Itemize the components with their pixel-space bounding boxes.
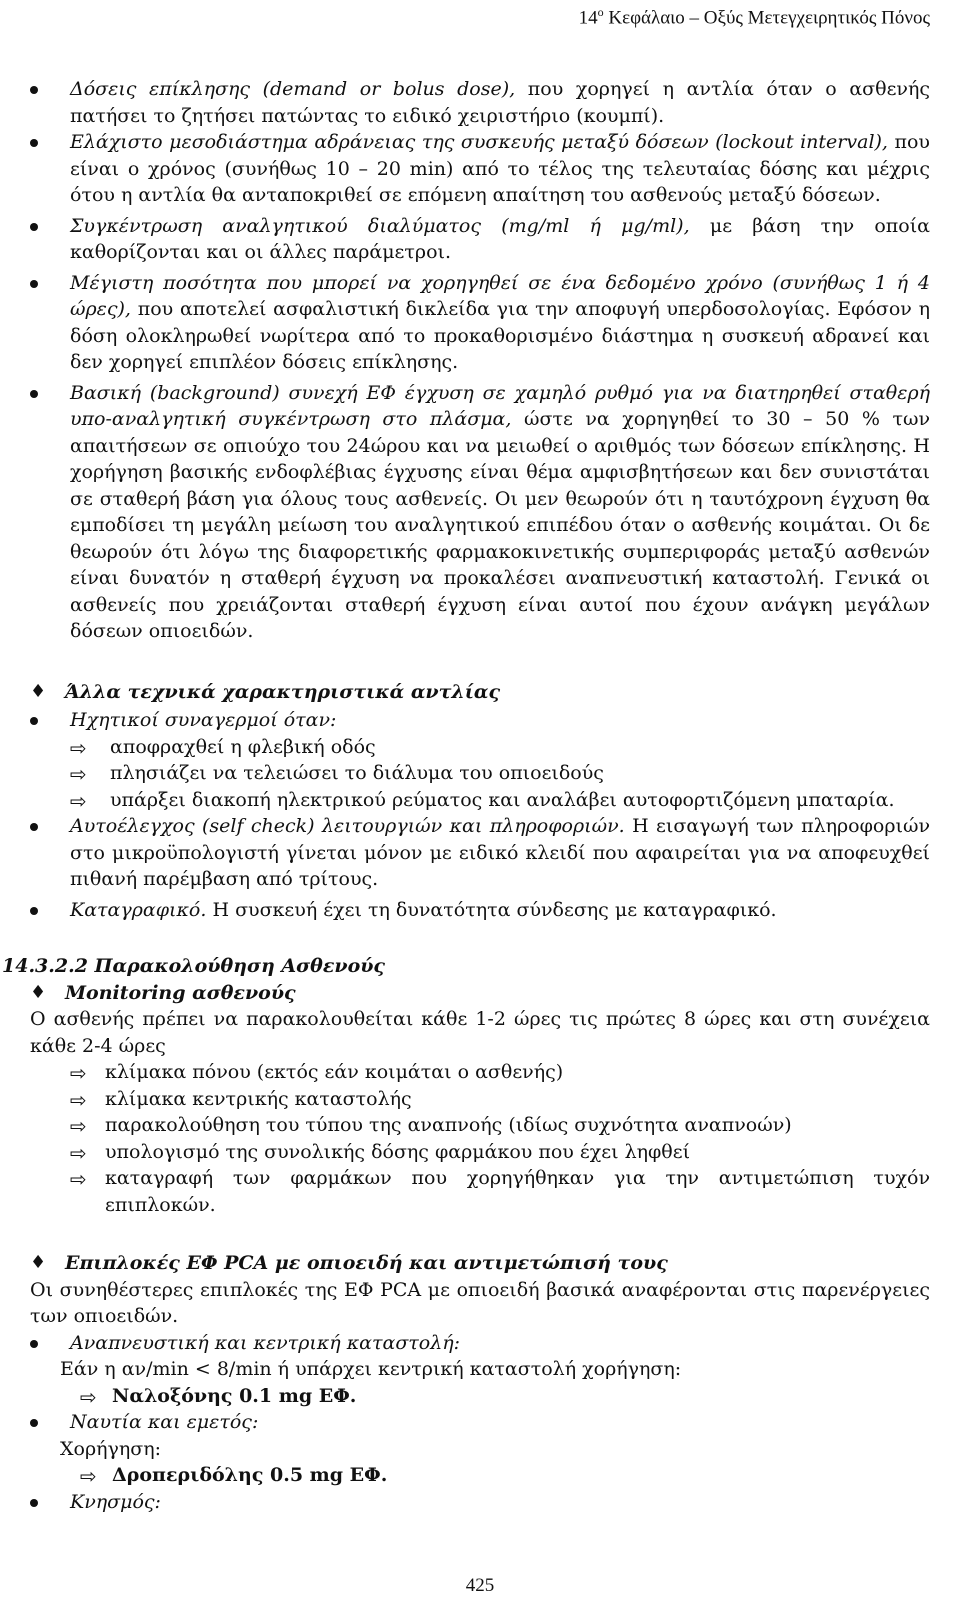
nausea-condition: Χορήγηση: — [60, 1437, 162, 1460]
bullet-alarms — [30, 707, 930, 734]
bullet-icon — [30, 139, 38, 147]
arrow-icon: ⇨ — [70, 1087, 87, 1112]
bullet-term: Ναυτία και εμετός: — [70, 1411, 259, 1433]
bullet-icon — [30, 907, 38, 915]
monitoring-item — [30, 1165, 930, 1218]
bullet-term: Ηχητικοί συναγερμοί όταν: — [70, 709, 337, 731]
alarm-item — [30, 734, 930, 761]
arrow-icon: ⇨ — [70, 1167, 87, 1191]
bullet-respiratory — [30, 1330, 930, 1357]
bullet-text: Η συσκευή έχει τη δυνατότητα σύνδεσης με καταγραφικό. — [206, 898, 777, 921]
bullet-self-check — [30, 813, 930, 893]
respiratory-treatment — [30, 1383, 930, 1410]
arrow-icon: ⇨ — [70, 1061, 87, 1085]
monitoring-item — [30, 1059, 930, 1086]
bullet-itch — [30, 1489, 930, 1516]
bullet-term: Δόσεις επίκλησης (demand or bolus dose), — [70, 78, 516, 100]
bullet-icon — [30, 223, 38, 231]
bullet-lockout — [30, 129, 930, 209]
respiratory-condition: Εάν η αν/min < 8/min ή υπάρχει κεντρική καταστολή χορήγηση: — [60, 1358, 682, 1380]
bullet-term: Αναπνευστική και κεντρική καταστολή: — [70, 1331, 461, 1354]
bullet-term: Βασική (background) συνεχή ΕΦ έγχυση σε χαμηλό ρυθμό για να διατηρηθεί σταθερή υπο-αναλγητική συγκέντρωση στο πλάσμα, — [70, 381, 930, 430]
arrow-icon: ⇨ — [80, 1464, 97, 1488]
bullet-text: Η εισαγωγή των πληροφοριών στο μικροϋπολογιστή γίνεται μόνον με ειδικό κλειδί που αφαιρείται για να αποφευχθεί πιθανή παρέμβαση από τρίτους. — [70, 815, 931, 890]
diamond-icon: ♦ — [30, 1252, 47, 1273]
bullet-icon — [30, 1340, 38, 1348]
chapter-number: 14 — [578, 7, 598, 29]
bullet-background-infusion — [30, 380, 930, 645]
page-body — [2, 70, 931, 1515]
other-features-heading — [30, 679, 930, 706]
bullet-term: Αυτοέλεγχος (self check) λειτουργιών και πληροφοριών. — [70, 815, 625, 837]
heading-text: Επιπλοκές ΕΦ PCA με οπιοειδή και αντιμετώπισή τους — [65, 1252, 668, 1274]
bullet-icon — [30, 390, 38, 398]
bullet-icon — [30, 823, 38, 831]
monitoring-item — [30, 1112, 930, 1139]
monitoring-text: κλίμακα πόνου (εκτός εάν κοιμάται ο ασθενής) — [105, 1061, 564, 1083]
bullet-term: Ελάχιστο μεσοδιάστημα αδράνειας της συσκευής μεταξύ δόσεων (lockout interval), — [70, 131, 888, 153]
arrow-icon: ⇨ — [70, 735, 87, 760]
alarm-item — [30, 760, 930, 787]
bullet-icon — [30, 1419, 38, 1427]
monitoring-heading — [30, 980, 930, 1007]
page-number: 425 — [465, 1575, 495, 1596]
diamond-icon: ♦ — [30, 981, 47, 1003]
alarm-text: πλησιάζει να τελειώσει το διάλυμα του οπιοειδούς — [110, 762, 604, 784]
complications-heading — [30, 1250, 930, 1277]
bullet-term: Συγκέντρωση αναλγητικού διαλύματος (mg/ml ή μg/ml), — [70, 214, 690, 237]
bullet-nausea — [30, 1409, 930, 1436]
bullet-term: Μέγιστη ποσότητα που μπορεί να χορηγηθεί σε ένα δεδομένο χρόνο (συνήθως 1 ή 4 ώρες), — [70, 271, 930, 320]
diamond-icon: ♦ — [30, 680, 47, 702]
bullet-recorder — [30, 897, 930, 924]
bullet-text: που είναι ο χρόνος (συνήθως 10 – 20 min) από το τέλος της τελευταίας δόσης και μέχρις ότου η αντλία θα ανταποκριθεί σε επόμενη απαίτηση του ασθενούς μεταξύ δόσεων. — [70, 131, 930, 206]
bullet-text: που αποτελεί ασφαλιστική δικλείδα για την αποφυγή υπερδοσολογίας. Εφόσον η δόση ολοκληρωθεί νωρίτερα από το προκαθορισμένο διάστημα η συσκευή αδρανεί και δεν χορηγεί επιπλέον δόσεις επίκλησης. — [70, 298, 930, 373]
bullet-icon — [30, 280, 38, 288]
nausea-treatment — [30, 1462, 930, 1489]
chapter-ordinal: ο — [597, 5, 604, 19]
bullet-icon — [30, 717, 38, 725]
treatment-text: Ναλοξόνης 0.1 mg ΕΦ. — [112, 1384, 357, 1407]
monitoring-text: κλίμακα κεντρικής καταστολής — [105, 1087, 412, 1110]
bullet-text: που χορηγεί η αντλία όταν ο ασθενής πατήσει το ζητήσει πατώντας το ειδικό χειριστήριο (κουμπί). — [70, 78, 930, 127]
heading-text: Monitoring ασθενούς — [65, 981, 296, 1004]
treatment-text: Δροπεριδόλης 0.5 mg ΕΦ. — [112, 1464, 388, 1486]
arrow-icon: ⇨ — [70, 1140, 87, 1165]
monitoring-item — [30, 1139, 930, 1166]
arrow-icon: ⇨ — [70, 788, 87, 813]
monitoring-item — [30, 1086, 930, 1113]
arrow-icon: ⇨ — [70, 1114, 87, 1138]
page-header — [579, 5, 930, 29]
monitoring-text: παρακολούθηση του τύπου της αναπνοής (ιδίως συχνότητα αναπνοών) — [105, 1114, 792, 1136]
bullet-term: Κνησμός: — [70, 1490, 161, 1513]
bullet-text: ώστε να χορηγηθεί το 30 – 50 % των απαιτήσεων σε οπιούχο του 24ώρου και να μειωθεί ο αριθμός των δόσεων επίκλησης. Η χορήγηση βασικής ενδοφλέβιας έγχυσης είναι θέμα αμφισβητήσεων και δεν συνιστάται σε σταθερή βάση για όλους τους ασθενείς. Οι μεν θεωρούν ότι η ταυτόχρονη έγχυση θα εμποδίσει τη μεγάλη μείωση του αναλγητικού επιπέδου όταν ο ασθενής κοιμάται. Οι δε θεωρούν ότι λόγω της διαφορετικής φαρμακοκινετικής συμπεριφοράς μεταξύ ασθενών είναι δυνατόν η σταθερή έγχυση να προκαλέσει αναπνευστική καταστολή. Γενικά οι ασθενείς που χρειάζονται σταθερή έγχυση είναι αυτοί που έχουν ανάγκη μεγάλων δόσεων οπιοειδών. — [70, 408, 930, 642]
bullet-concentration — [30, 213, 930, 266]
complications-intro: Οι συνηθέστερες επιπλοκές της ΕΦ PCA με οπιοειδή βασικά αναφέρονται στις παρενέργειες των οπιοειδών. — [30, 1278, 930, 1327]
bullet-demand-dose — [30, 76, 930, 129]
alarm-text: υπάρξει διακοπή ηλεκτρικού ρεύματος και αναλάβει αυτοφορτιζόμενη μπαταρία. — [110, 788, 895, 811]
monitoring-text: υπολογισμό της συνολικής δόσης φαρμάκου που έχει ληφθεί — [105, 1140, 691, 1163]
monitoring-intro: Ο ασθενής πρέπει να παρακολουθείται κάθε 1-2 ώρες τις πρώτες 8 ώρες και στη συνέχεια κάθε 2-4 ώρες — [30, 1008, 930, 1057]
alarm-text: αποφραχθεί η φλεβική οδός — [110, 735, 376, 758]
chapter-title: Κεφάλαιο – Οξύς Μετεγχειρητικός Πόνος — [608, 7, 930, 29]
section-title: 14.3.2.2 Παρακολούθηση Ασθενούς — [2, 955, 385, 977]
bullet-icon — [30, 1499, 38, 1507]
bullet-text: με βάση την οποία καθορίζονται και οι άλλες παράμετροι. — [70, 214, 931, 263]
bullet-term: Καταγραφικό. — [70, 898, 207, 921]
arrow-icon: ⇨ — [80, 1384, 97, 1409]
bullet-max-dose — [30, 270, 930, 376]
monitoring-text: καταγραφή των φαρμάκων που χορηγήθηκαν για την αντιμετώπιση τυχόν επιπλοκών. — [105, 1167, 930, 1216]
heading-text: Άλλα τεχνικά χαρακτηριστικά αντλίας — [65, 680, 501, 703]
arrow-icon: ⇨ — [70, 762, 87, 786]
bullet-icon — [30, 86, 38, 94]
alarm-item — [30, 787, 930, 814]
